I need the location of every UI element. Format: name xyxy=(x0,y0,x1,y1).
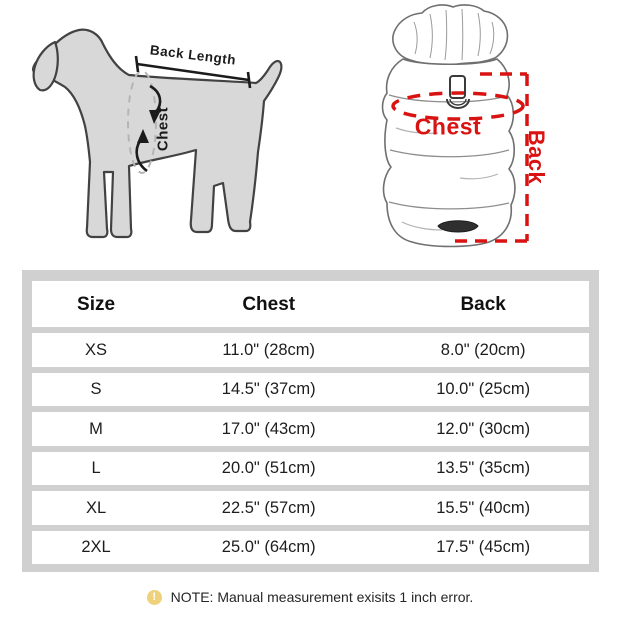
table-row-xs xyxy=(32,333,589,367)
note-text: NOTE: Manual measurement exisits 1 inch error. xyxy=(170,589,474,605)
back-length-tick-left xyxy=(136,56,138,72)
dog-ear-shape xyxy=(34,42,58,90)
vest-logo-tag xyxy=(438,221,478,232)
jacket-measurement-diagram xyxy=(330,0,620,265)
vest-collar-shape xyxy=(393,5,508,65)
size-cell: XL xyxy=(85,498,107,517)
chest-cell: 17.0" (43cm) xyxy=(221,419,316,438)
exclamation-icon: ! xyxy=(147,590,162,605)
back-cell: 15.5" (40cm) xyxy=(436,498,531,517)
size-cell: M xyxy=(89,419,103,438)
jacket-chest-label: Chest xyxy=(414,113,482,140)
back-cell: 12.0" (30cm) xyxy=(436,419,531,438)
back-cell: 10.0" (25cm) xyxy=(436,380,531,398)
jacket-back-label: Back xyxy=(524,129,549,185)
dog-measurement-diagram xyxy=(0,0,330,265)
chest-cell: 11.0" (28cm) xyxy=(222,340,316,359)
back-cell: 17.5" (45cm) xyxy=(436,538,531,556)
table-row-l xyxy=(32,452,589,486)
table-row-2xl xyxy=(32,531,589,565)
header-back: Back xyxy=(460,293,506,315)
table-row-s xyxy=(32,373,589,407)
back-cell: 13.5" (35cm) xyxy=(436,459,531,477)
back-cell: 8.0" (20cm) xyxy=(440,340,526,359)
size-cell: XS xyxy=(85,340,108,359)
table-row-xl xyxy=(32,491,589,525)
header-size: Size xyxy=(77,293,116,315)
size-cell: L xyxy=(91,459,101,477)
size-cell: S xyxy=(90,380,102,398)
size-chart-table xyxy=(22,270,599,572)
table-row-m xyxy=(32,412,589,446)
header-chest: Chest xyxy=(242,293,296,315)
chest-cell: 25.0" (64cm) xyxy=(221,538,316,556)
size-cell: 2XL xyxy=(81,538,111,556)
measurement-note xyxy=(0,586,620,608)
chest-cell: 14.5" (37cm) xyxy=(221,380,316,398)
dog-chest-label: Chest xyxy=(154,106,172,152)
table-header-row xyxy=(32,281,589,327)
chest-cell: 22.5" (57cm) xyxy=(221,498,316,517)
back-length-label: Back Length xyxy=(149,42,237,68)
chest-cell: 20.0" (51cm) xyxy=(221,459,316,477)
